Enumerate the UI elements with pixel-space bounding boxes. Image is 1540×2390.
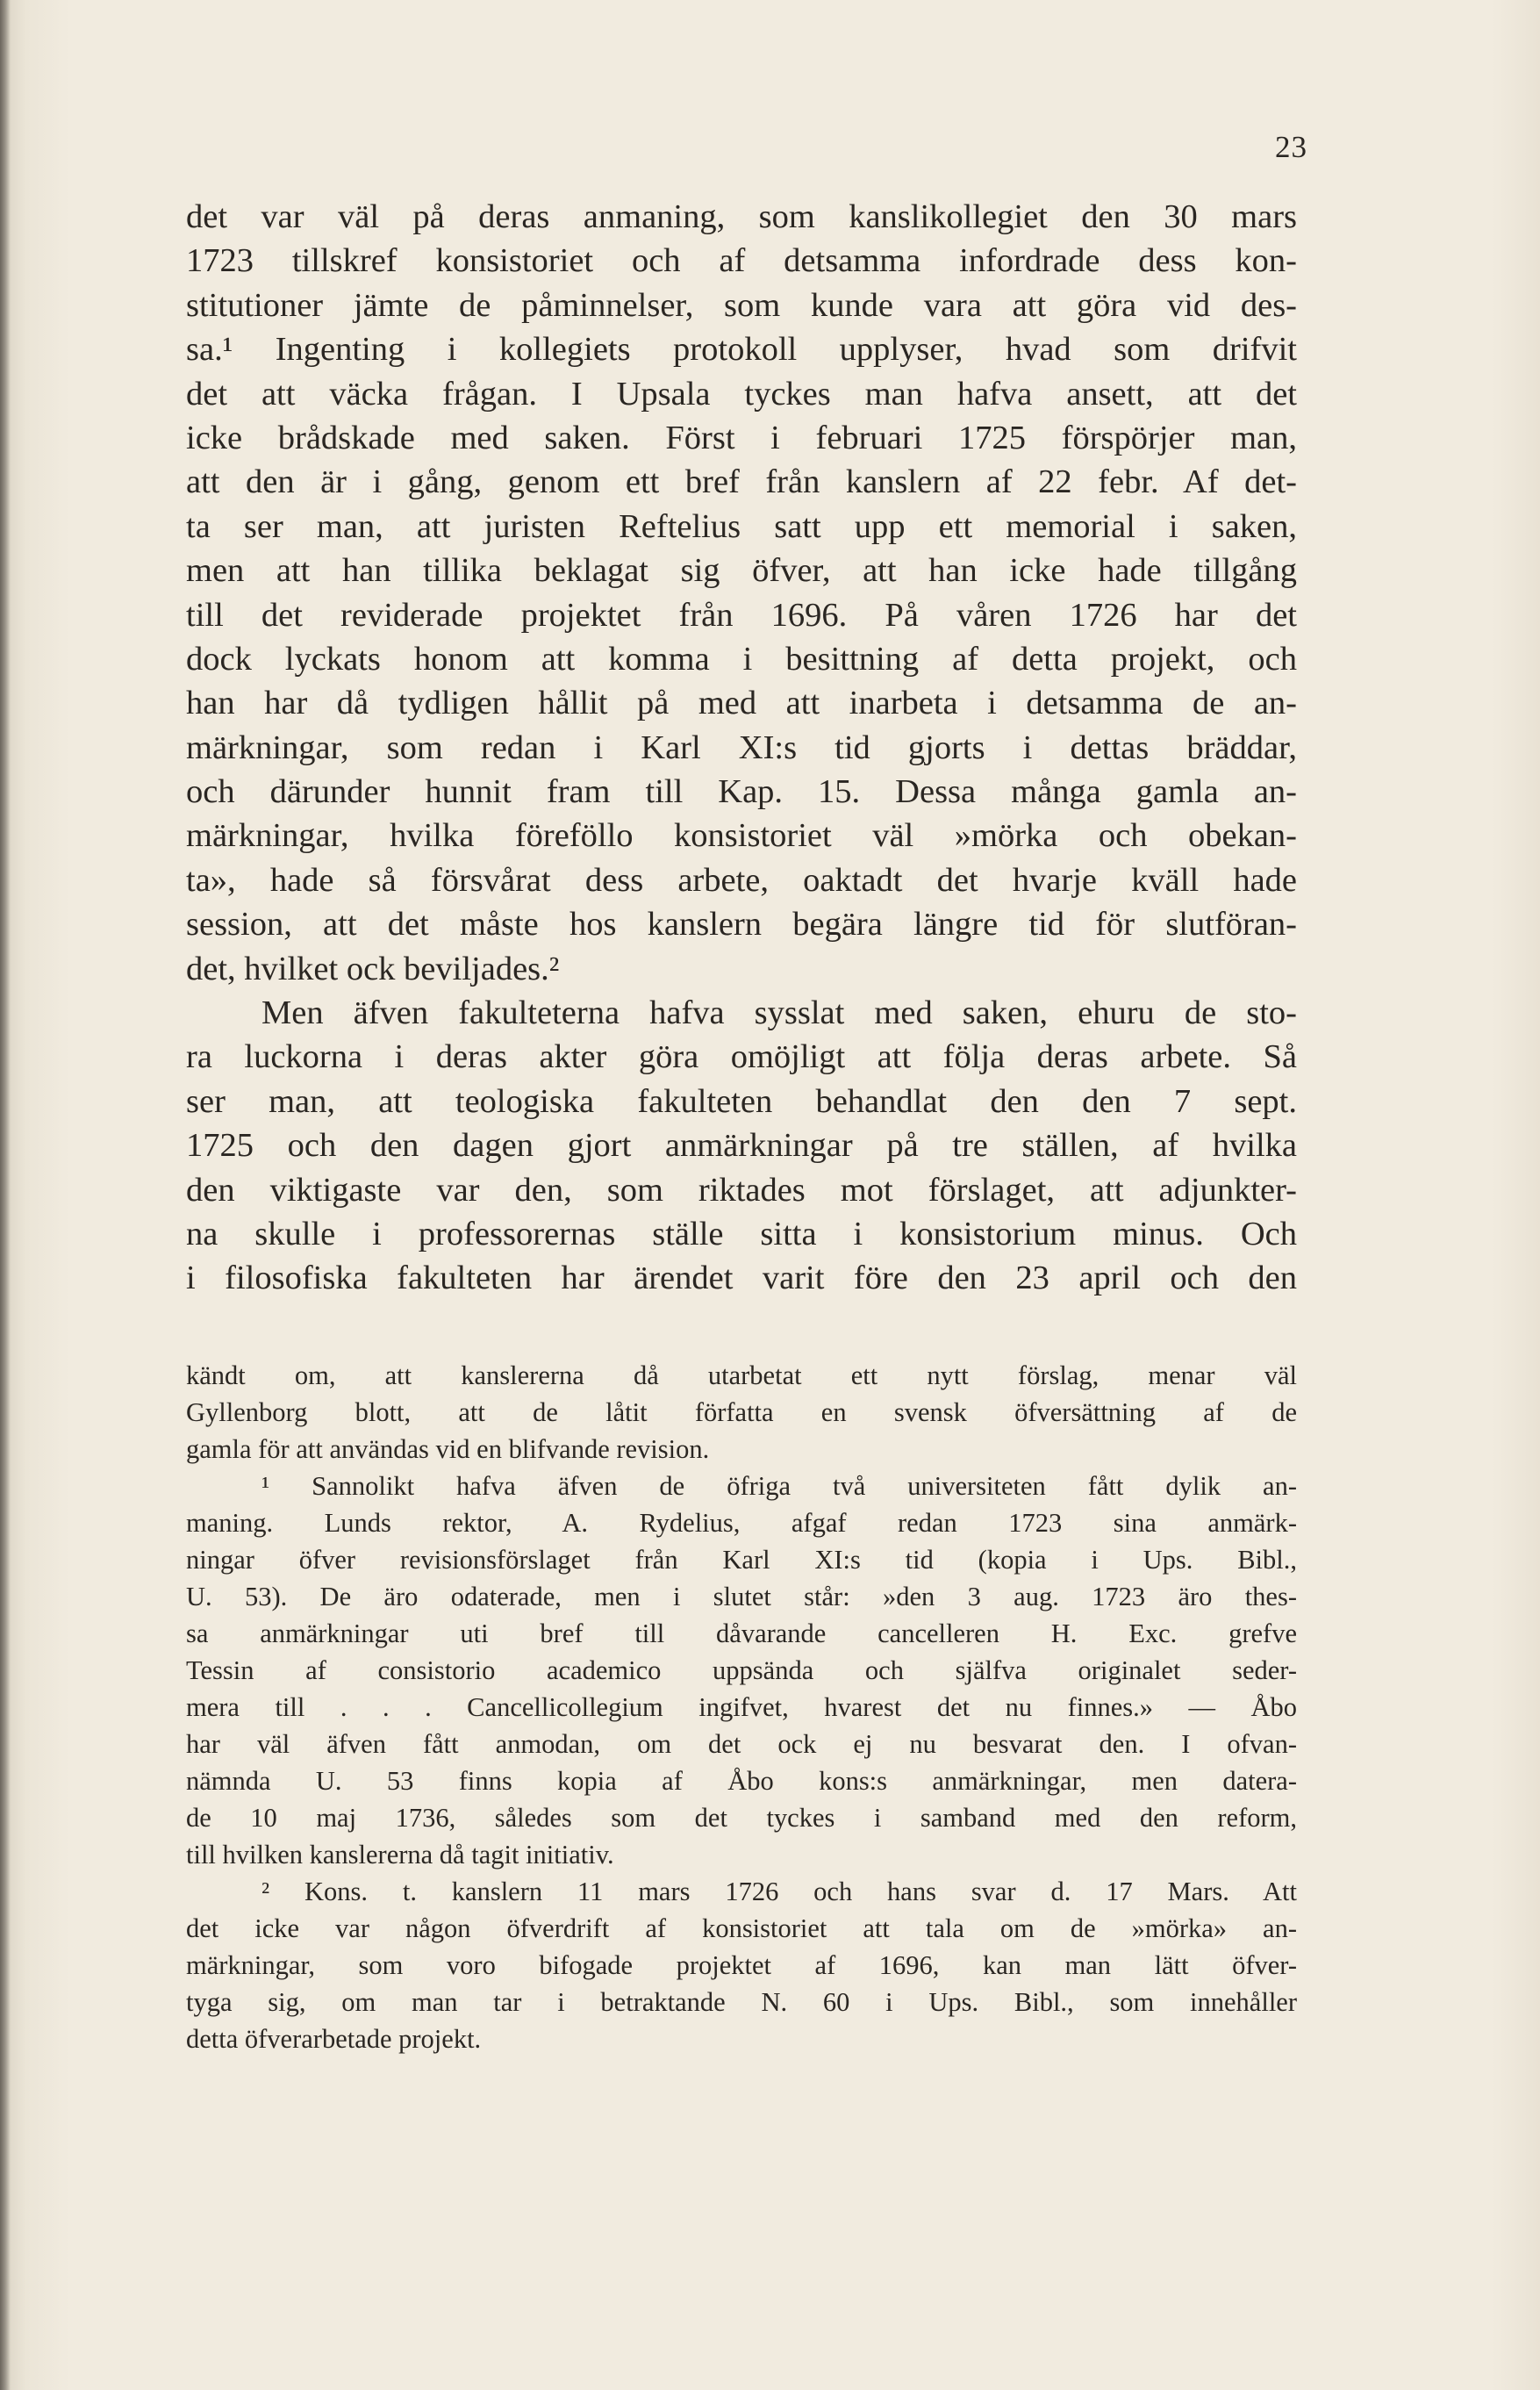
footnote-line: detta öfverarbetade projekt. bbox=[186, 2024, 482, 2054]
footnote-line: mera till . . . Cancellicollegium ingifvet, hvarest det nu finnes.» — Åbo bbox=[186, 1692, 1297, 1722]
text-line: han har då tydligen hållit på med att inarbeta i detsamma de an- bbox=[186, 685, 1297, 722]
text-line: ta ser man, att juristen Reftelius satt upp ett memorial i saken, bbox=[186, 507, 1297, 545]
footnote-line: ² Kons. t. kanslern 11 mars 1726 och hans svar d. 17 Mars. Att bbox=[261, 1877, 1297, 1906]
text-line: 1723 tillskref konsistoriet och af detsamma infordrade dess kon- bbox=[186, 242, 1297, 280]
text-line: märkningar, som redan i Karl XI:s tid gjorts i dettas bräddar, bbox=[186, 728, 1297, 766]
text-line: sa.¹ Ingenting i kollegiets protokoll upplyser, hvad som drifvit bbox=[186, 331, 1297, 369]
text-line: icke brådskade med saken. Först i februari 1725 förspörjer man, bbox=[186, 419, 1297, 456]
text-line: ta», hade så försvårat dess arbete, oaktadt det hvarje kväll hade bbox=[186, 861, 1297, 899]
text-line: dock lyckats honom att komma i besittning af detta projekt, och bbox=[186, 640, 1297, 678]
binding-edge bbox=[0, 0, 11, 2390]
text-line: ser man, att teologiska fakulteten behandlat den den 7 sept. bbox=[186, 1082, 1297, 1120]
footnote-line: maning. Lunds rektor, A. Rydelius, afgaf redan 1723 sina anmärk- bbox=[186, 1508, 1297, 1538]
text-line: till det reviderade projektet från 1696. På våren 1726 har det bbox=[186, 596, 1297, 634]
footnote-line: har väl äfven fått anmodan, om det ock ej nu besvarat den. I ofvan- bbox=[186, 1729, 1297, 1759]
text-line: märkningar, hvilka föreföllo konsistoriet väl »mörka och obekan- bbox=[186, 817, 1297, 855]
text-line: men att han tillika beklagat sig öfver, att han icke hade tillgång bbox=[186, 552, 1297, 590]
text-line: det var väl på deras anmaning, som kanslikollegiet den 30 mars bbox=[186, 198, 1297, 235]
text-line: stitutioner jämte de påminnelser, som kunde vara att göra vid des- bbox=[186, 286, 1297, 324]
text-line: den viktigaste var den, som riktades mot förslaget, att adjunkter- bbox=[186, 1171, 1297, 1209]
footnote-line: ningar öfver revisionsförslaget från Karl XI:s tid (kopia i Ups. Bibl., bbox=[186, 1545, 1297, 1575]
text-line: att den är i gång, genom ett bref från kanslern af 22 febr. Af det- bbox=[186, 463, 1297, 501]
text-line: session, att det måste hos kanslern begära längre tid för slutföran- bbox=[186, 906, 1297, 944]
footnote-line: Tessin af consistorio academico uppsända och själfva originalet seder- bbox=[186, 1655, 1297, 1685]
text-line: det att väcka frågan. I Upsala tyckes man hafva ansett, att det bbox=[186, 375, 1297, 413]
text-line: i filosofiska fakulteten har ärendet varit före den 23 april och den bbox=[186, 1260, 1297, 1297]
footnote-line: gamla för att användas vid en blifvande revision. bbox=[186, 1434, 710, 1464]
text-line: och därunder hunnit fram till Kap. 15. Dessa många gamla an- bbox=[186, 773, 1297, 811]
footnote-line: märkningar, som voro bifogade projektet af 1696, kan man lätt öfver- bbox=[186, 1950, 1297, 1980]
footnote-line: det icke var någon öfverdrift af konsistoriet att tala om de »mörka» an- bbox=[186, 1913, 1297, 1943]
footnote-line: U. 53). De äro odaterade, men i slutet står: »den 3 aug. 1723 äro thes- bbox=[186, 1582, 1297, 1611]
footnote-line: ¹ Sannolikt hafva äfven de öfriga två universiteten fått dylik an- bbox=[261, 1471, 1297, 1501]
page-number: 23 bbox=[1275, 130, 1307, 164]
footnote-line: kändt om, att kanslererna då utarbetat ett nytt förslag, menar väl bbox=[186, 1360, 1297, 1390]
footnote-line: sa anmärkningar uti bref till dåvarande cancelleren H. Exc. grefve bbox=[186, 1618, 1297, 1648]
text-line: 1725 och den dagen gjort anmärkningar på tre ställen, af hvilka bbox=[186, 1127, 1297, 1165]
footnote-line: nämnda U. 53 finns kopia af Åbo kons:s anmärkningar, men datera- bbox=[186, 1766, 1297, 1796]
text-line: ra luckorna i deras akter göra omöjligt att följa deras arbete. Så bbox=[186, 1038, 1297, 1076]
main-text bbox=[186, 195, 1297, 1301]
text-line: na skulle i professorernas ställe sitta i konsistorium minus. Och bbox=[186, 1215, 1297, 1252]
footnote-line: till hvilken kanslererna då tagit initiativ. bbox=[186, 1840, 614, 1870]
text-line: det, hvilket ock beviljades.² bbox=[186, 950, 560, 987]
footnote-line: tyga sig, om man tar i betraktande N. 60 i Ups. Bibl., som innehåller bbox=[186, 1987, 1297, 2017]
text-line: Men äfven fakulteterna hafva sysslat med saken, ehuru de sto- bbox=[261, 994, 1297, 1032]
footnotes bbox=[186, 1357, 1297, 2057]
footnote-line: de 10 maj 1736, således som det tyckes i samband med den reform, bbox=[186, 1803, 1297, 1833]
footnote-line: Gyllenborg blott, att de låtit författa en svensk öfversättning af de bbox=[186, 1397, 1297, 1427]
